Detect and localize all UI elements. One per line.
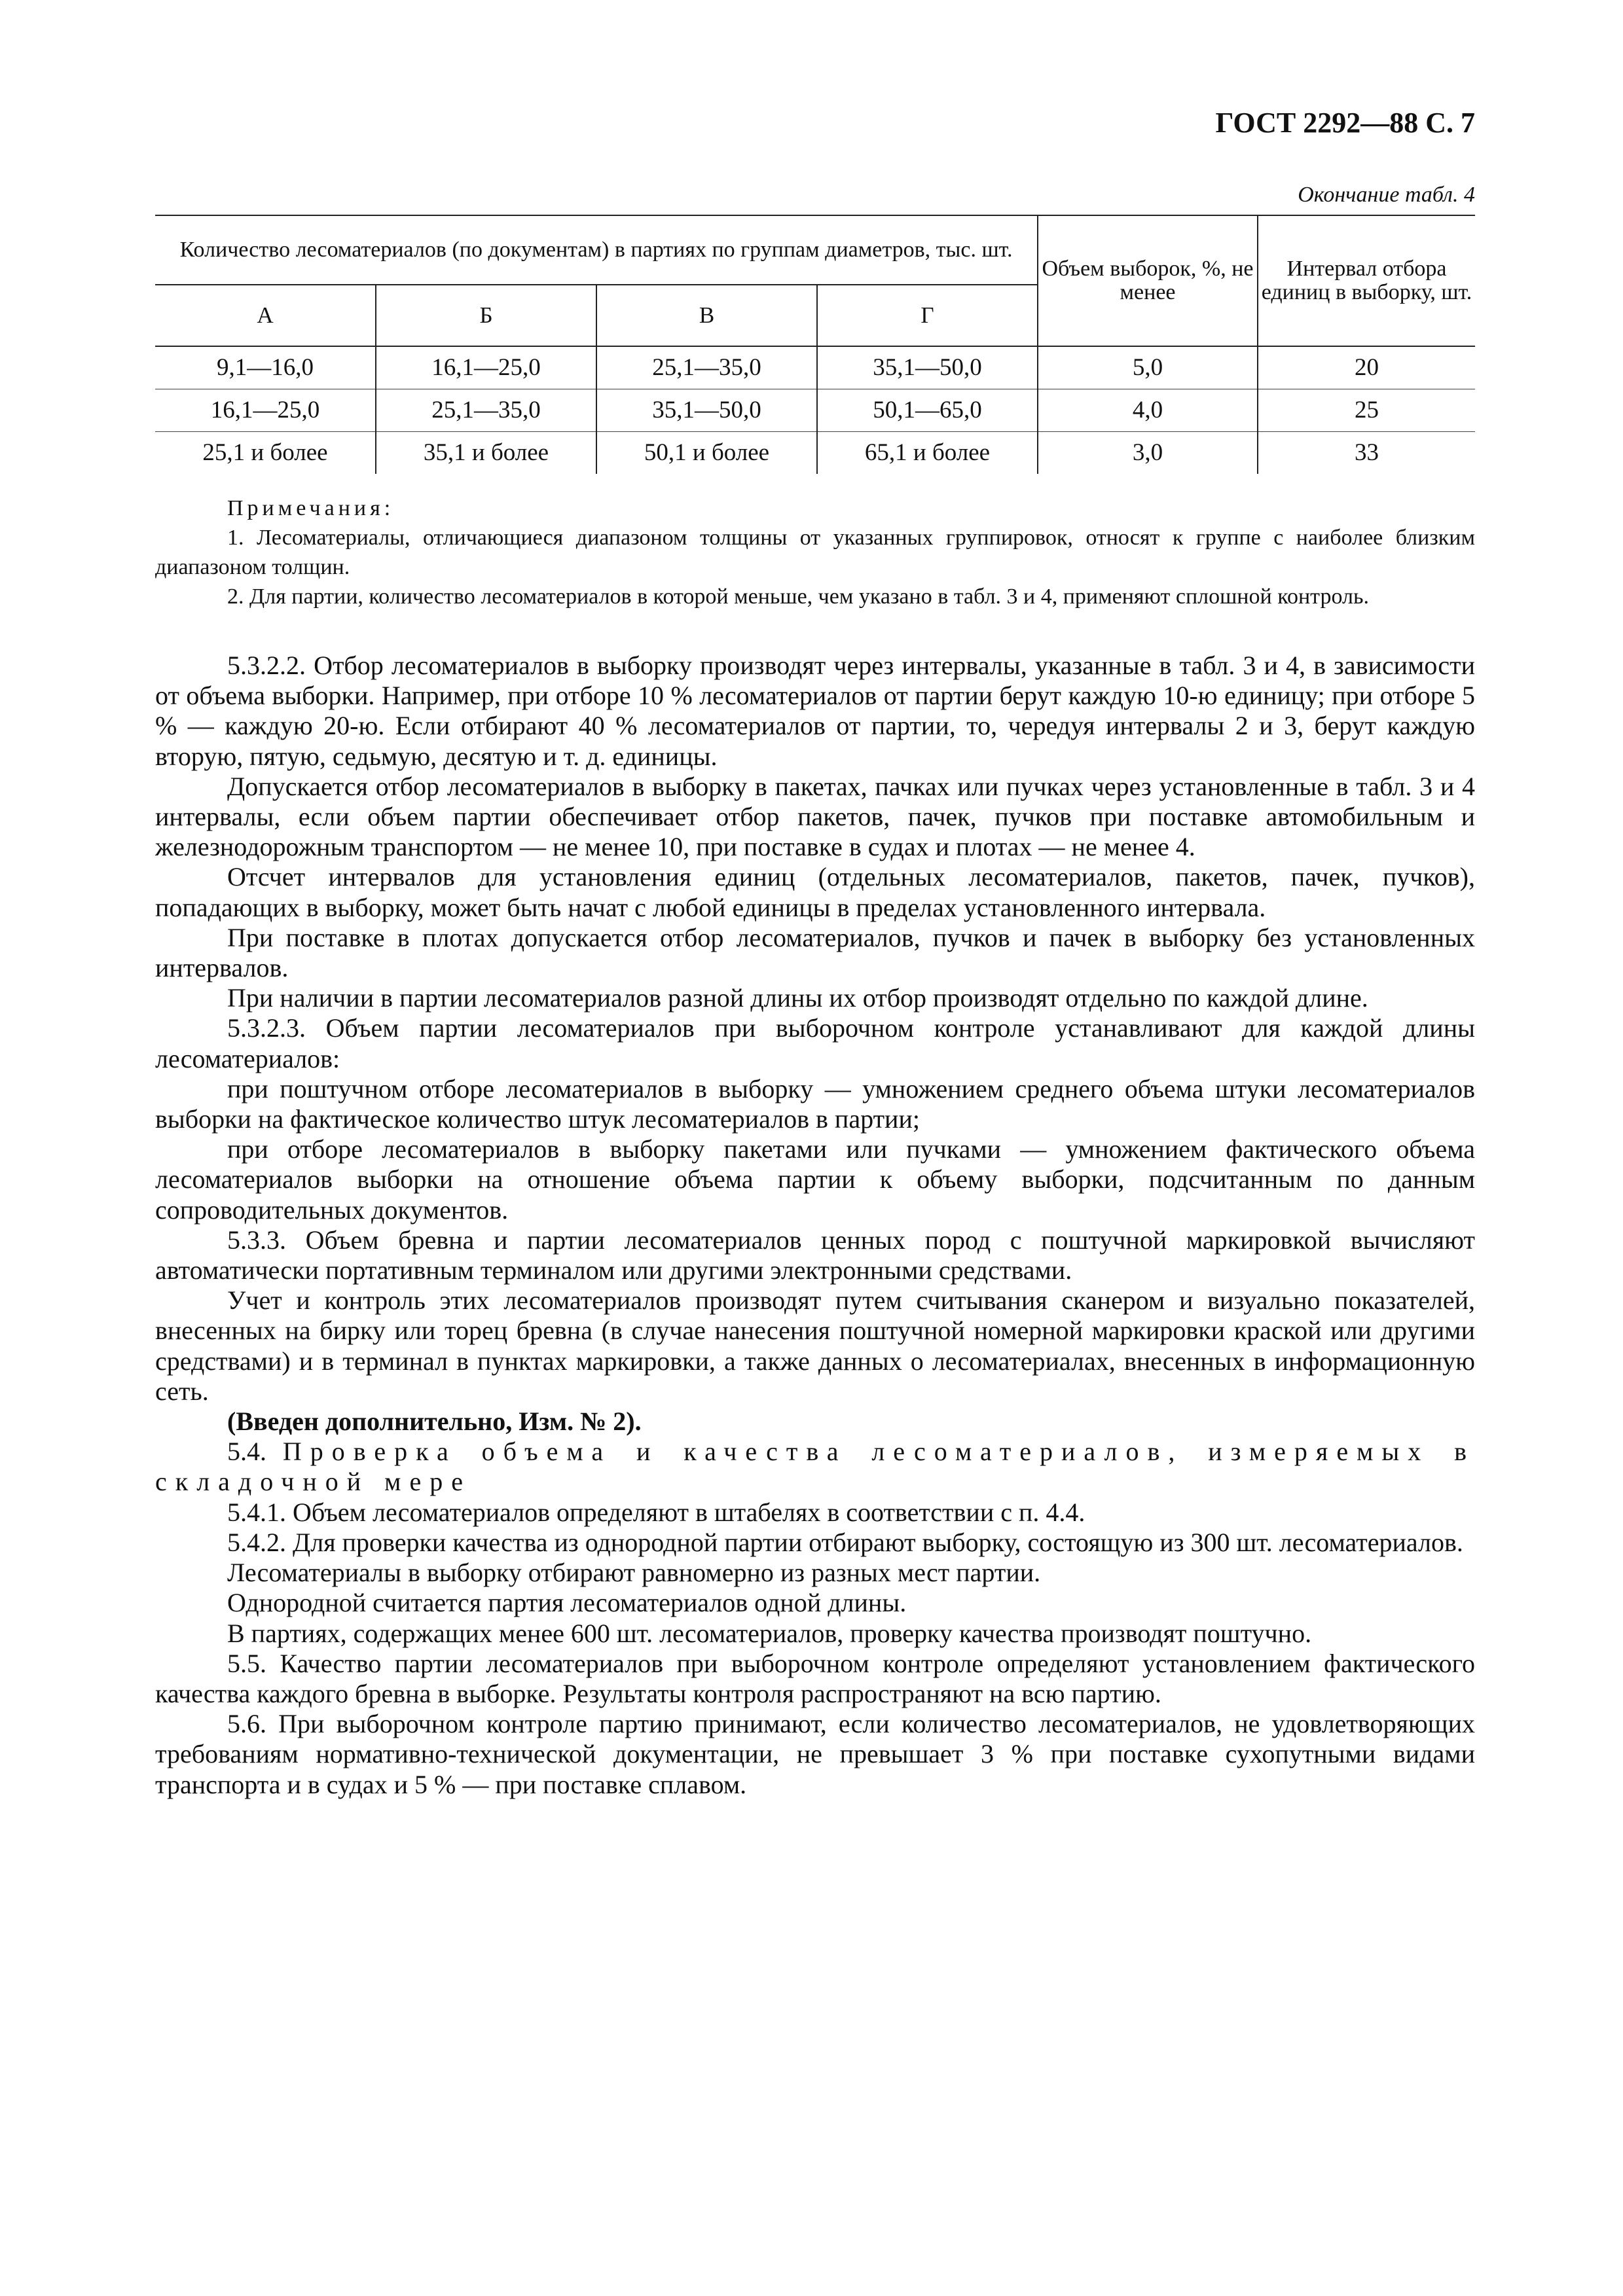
table-cell: 4,0 [1038,389,1258,432]
column-header-v: В [596,285,817,346]
volume-header: Объем выборок, %, не менее [1038,215,1258,346]
table-cell: 35,1—50,0 [817,346,1038,389]
table-row [155,346,1475,389]
paragraph: Отсчет интервалов для установления единиц (отдельных лесоматериалов, пакетов, пачек, пучков), попадающих в выборку, может быть начат с любой единицы в пределах установленного интервала. [155,862,1475,922]
paragraph: при отборе лесоматериалов в выборку пакетами или пучками — умножением фактического объема лесоматериалов выборки на отношение объема партии к объему выборки, подсчитанным по данным сопроводительных документов. [155,1134,1475,1225]
paragraph: 5.3.2.2. Отбор лесоматериалов в выборку производят через интервалы, указанные в табл. 3 и 4, в зависимости от объема выборки. Например, при отборе 10 % лесоматериалов от партии берут каждую 10-ю единицу; при отборе 5 % — каждую 20-ю. Если отбирают 40 % лесоматериалов от партии, то, чередуя интервалы 2 и 3, берут каждую вторую, пятую, седьмую, десятую и т. д. единицы. [155,651,1475,771]
paragraph: 5.4.2. Для проверки качества из однородной партии отбирают выборку, состоящую из 300 шт. лесоматериалов. [227,1527,1463,1557]
paragraph: При наличии в партии лесоматериалов разной длины их отбор производят отдельно по каждой длине. [227,983,1368,1013]
paragraph: 5.5. Качество партии лесоматериалов при выборочном контроле определяют установлением фактического качества каждого бревна в выборке. Результаты контроля распространяют на всю партию. [155,1648,1475,1708]
section-number: 5.4. [227,1437,266,1467]
table-cell: 50,1—65,0 [817,389,1038,432]
table-cell: 25,1—35,0 [596,346,817,389]
table-cell: 25,1 и более [202,439,328,466]
document-page [155,105,1475,1800]
note-item: 1. Лесоматериалы, отличающиеся диапазоном толщины от указанных группировок, относят к группе с наиболее близким диапазоном толщин. [155,526,1475,579]
section-heading [155,1437,1475,1497]
paragraph: при поштучном отборе лесоматериалов в выборку — умножением среднего объема штуки лесоматериалов выборки на фактическое количество штук лесоматериалов в партии; [155,1073,1475,1134]
paragraph: 5.3.2.3. Объем партии лесоматериалов при выборочном контроле устанавливают для каждой длины лесоматериалов: [155,1013,1475,1073]
paragraph: При поставке в плотах допускается отбор лесоматериалов, пучков и пачек в выборку без установленных интервалов. [155,922,1475,983]
table-cell: 9,1—16,0 [155,346,376,389]
table-cell: 35,1—50,0 [596,389,817,432]
paragraph: Однородной считается партия лесоматериалов одной длины. [227,1588,907,1618]
amendment-note: (Введен дополнительно, Изм. № 2). [227,1407,642,1437]
table-cell: 16,1—25,0 [376,346,596,389]
table-cell: 25,1—35,0 [376,389,596,432]
table-cell: 25 [1258,389,1475,432]
note-item: 2. Для партии, количество лесоматериалов в которой меньше, чем указано в табл. 3 и 4, применяют сплошной контроль. [227,584,1369,609]
table-caption: Окончание табл. 4 [1298,183,1475,207]
paragraph: 5.4.1. Объем лесоматериалов определяют в штабелях в соответствии с п. 4.4. [227,1497,1085,1527]
notes-title: Примечания: [227,496,395,520]
table-cell: 3,0 [1038,432,1258,475]
table-cell: 65,1 и более [817,432,1038,475]
table-cell: 20 [1258,346,1475,389]
sampling-table [155,215,1475,474]
column-header-a: А [155,285,376,346]
table-cell: 16,1—25,0 [155,389,376,432]
paragraph: Допускается отбор лесоматериалов в выборку в пакетах, пачках или пучках через установленные в табл. 3 и 4 интервалы, если объем партии обеспечивает отбор пакетов, пачек, пучков при поставке автомобильным и железнодорожным транспортом — не менее 10, при поставке в судах и плотах — не менее 4. [155,771,1475,862]
table-notes [155,493,1475,611]
column-header-g: Г [817,285,1038,346]
column-header-b: Б [376,285,596,346]
quantity-group-header: Количество лесоматериалов (по документам) в партиях по группам диаметров, тыс. шт. [155,215,1038,285]
section-title: Проверка объема и качества лесоматериалов, измеряемых в складочной мере [155,1437,1475,1497]
paragraph: 5.3.3. Объем бревна и партии лесоматериалов ценных пород с поштучной маркировкой вычисляют автоматически портативным терминалом или другими электронными средствами. [155,1225,1475,1285]
interval-header: Интервал отбора единиц в выборку, шт. [1258,215,1475,346]
table-cell: 33 [1258,432,1475,475]
paragraph: 5.6. При выборочном контроле партию принимают, если количество лесоматериалов, не удовлетворяющих требованиям нормативно-технической документации, не превышает 3 % при поставке сухопутными видами транспорта и в судах и 5 % — при поставке сплавом. [155,1709,1475,1799]
table-cell: 35,1 и более [376,432,596,475]
body-text [155,651,1475,1800]
paragraph: Лесоматериалы в выборку отбирают равномерно из разных мест партии. [227,1558,1041,1588]
paragraph: В партиях, содержащих менее 600 шт. лесоматериалов, проверку качества производят поштучно. [227,1618,1312,1648]
table-row [155,432,1475,475]
paragraph: Учет и контроль этих лесоматериалов производят путем считывания сканером и визуально показателей, внесенных на бирку или торец бревна (в случае нанесения поштучной номерной маркировки краской или другими средствами) и в терминал в пунктах маркировки, а также данных о лесоматериалах, внесенных в информационную сеть. [155,1285,1475,1406]
document-header: ГОСТ 2292—88 С. 7 [1215,107,1475,139]
table-cell: 50,1 и более [596,432,817,475]
table-cell: 5,0 [1038,346,1258,389]
table-row [155,389,1475,432]
